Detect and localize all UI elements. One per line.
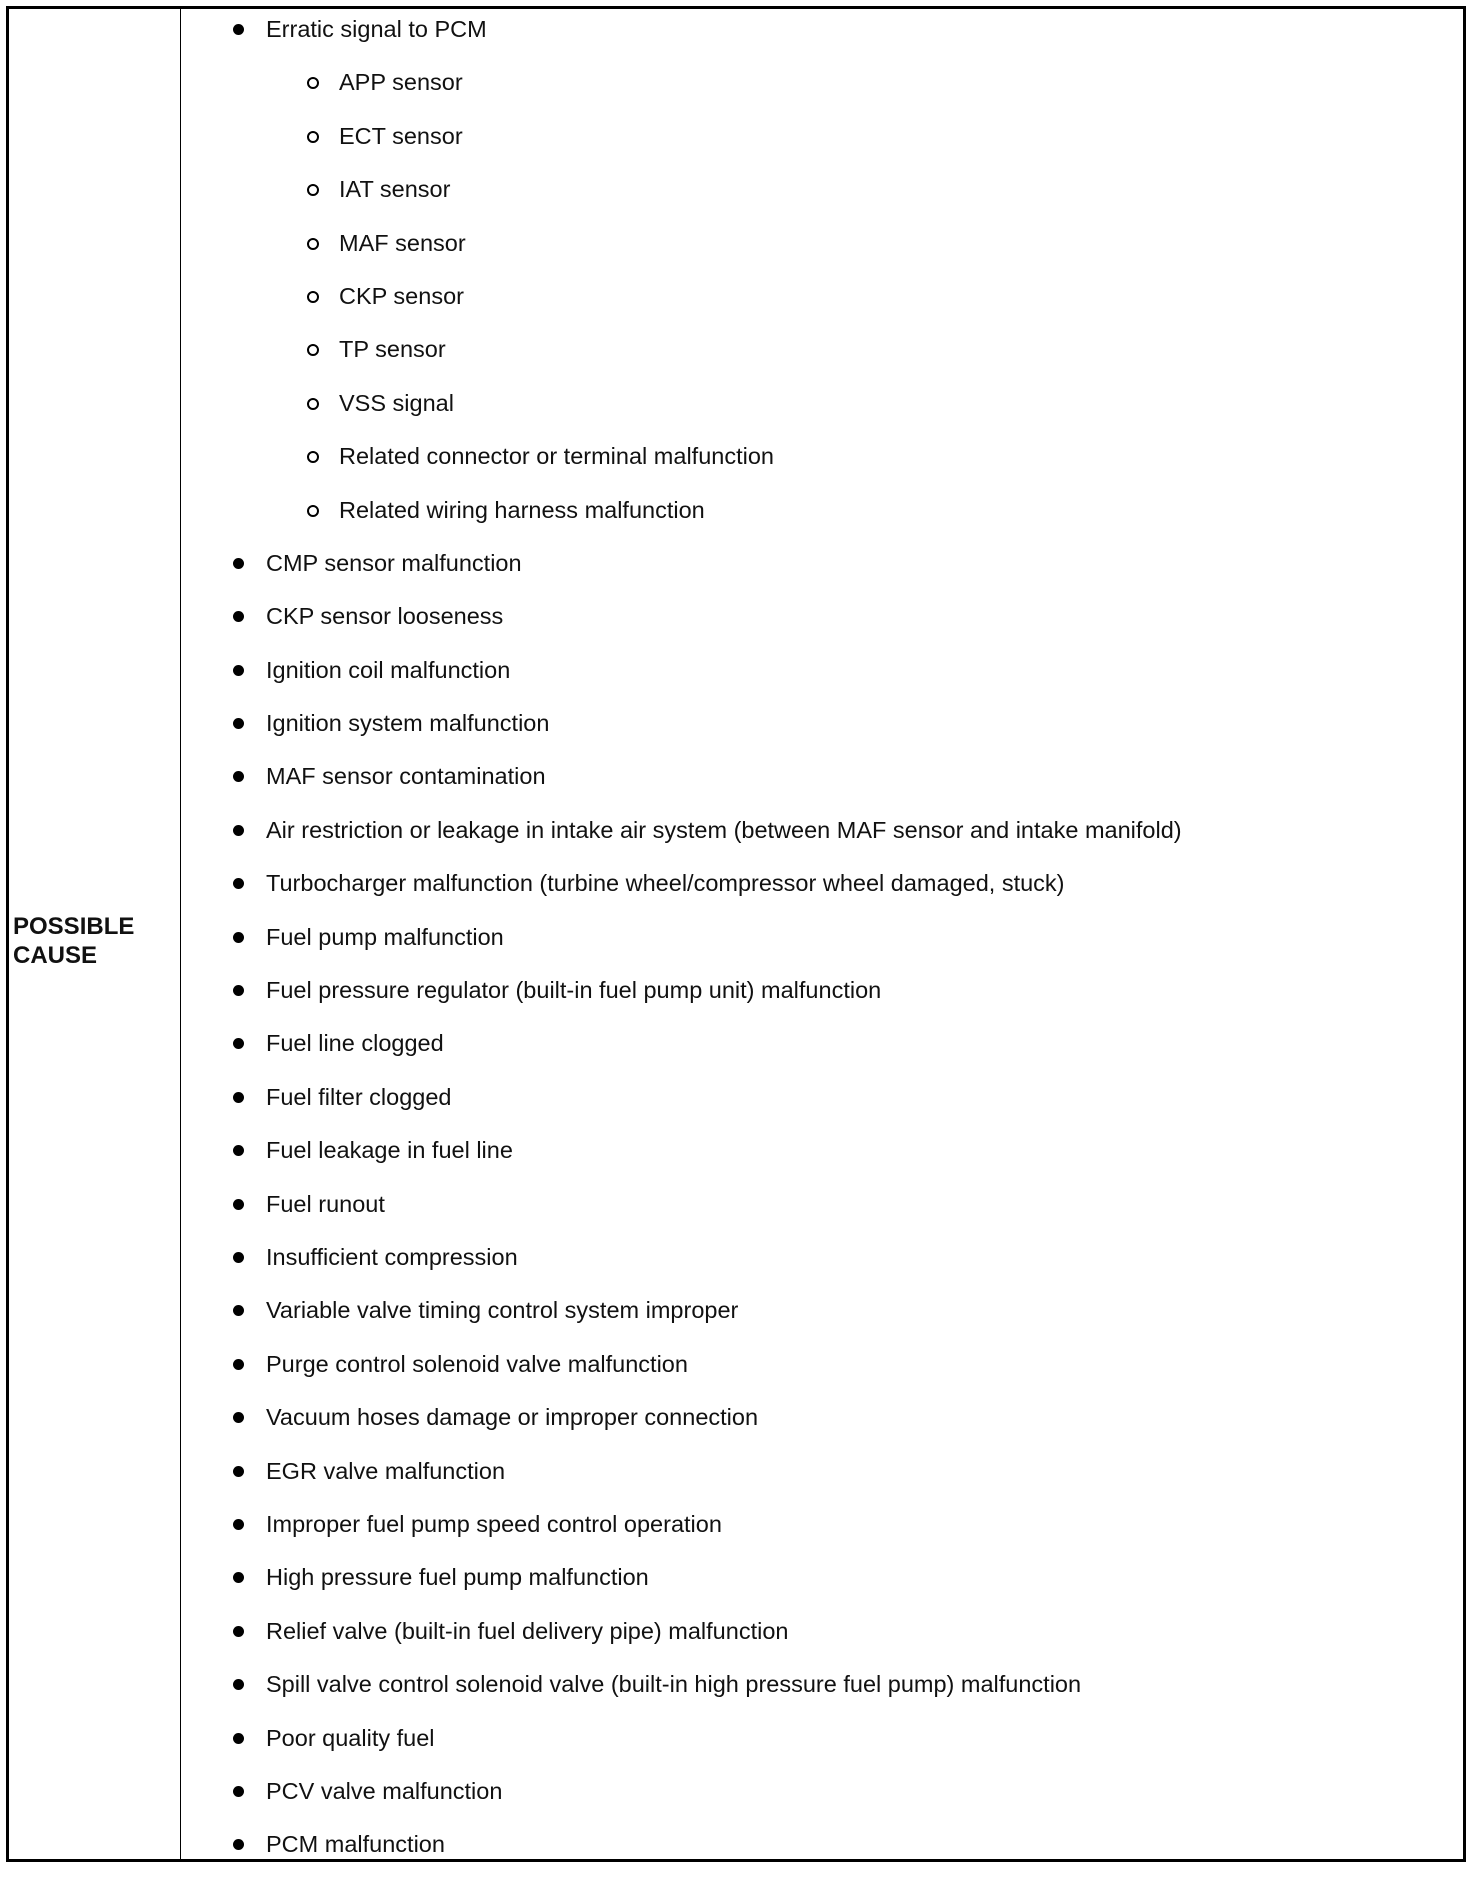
cause-text: Purge control solenoid valve malfunction	[266, 1350, 688, 1377]
list-item	[183, 1077, 1463, 1130]
list-item	[183, 9, 1463, 62]
filled-bullet-icon	[233, 611, 244, 622]
cause-list	[183, 9, 1463, 1878]
list-item	[183, 1504, 1463, 1557]
cause-text: Related connector or terminal malfunction	[339, 443, 774, 470]
cause-text: Insufficient compression	[266, 1243, 518, 1270]
cause-text: MAF sensor contamination	[266, 763, 546, 790]
filled-bullet-icon	[233, 1679, 244, 1690]
cause-text: Fuel leakage in fuel line	[266, 1137, 513, 1164]
list-item	[183, 703, 1463, 756]
cause-text: High pressure fuel pump malfunction	[266, 1564, 649, 1591]
cause-text: CKP sensor looseness	[266, 603, 504, 630]
filled-bullet-icon	[233, 1038, 244, 1049]
cause-text: Spill valve control solenoid valve (built-in high pressure fuel pump) malfunction	[266, 1671, 1082, 1698]
filled-bullet-icon	[233, 24, 244, 35]
cause-text: Poor quality fuel	[266, 1724, 435, 1751]
cause-text: CMP sensor malfunction	[266, 549, 522, 576]
list-item	[183, 756, 1463, 809]
filled-bullet-icon	[233, 771, 244, 782]
list-item	[183, 1664, 1463, 1717]
possible-cause-table	[6, 6, 1466, 1862]
hollow-bullet-icon	[307, 77, 319, 89]
row-label-line-1: POSSIBLE	[13, 913, 135, 940]
filled-bullet-icon	[233, 1466, 244, 1477]
filled-bullet-icon	[233, 1305, 244, 1316]
cause-text: Ignition coil malfunction	[266, 656, 511, 683]
list-item	[183, 543, 1463, 596]
filled-bullet-icon	[233, 665, 244, 676]
cause-text: Fuel filter clogged	[266, 1083, 452, 1110]
cause-text: MAF sensor	[339, 229, 466, 256]
cause-text: Fuel pressure regulator (built-in fuel pump unit) malfunction	[266, 977, 882, 1004]
cause-text: Fuel line clogged	[266, 1030, 444, 1057]
filled-bullet-icon	[233, 1359, 244, 1370]
cause-text: APP sensor	[339, 69, 463, 96]
cause-text: IAT sensor	[339, 176, 451, 203]
cause-text: Vacuum hoses damage or improper connection	[266, 1404, 759, 1431]
sub-list-item	[183, 169, 1463, 222]
filled-bullet-icon	[233, 1199, 244, 1210]
cause-text: Fuel runout	[266, 1190, 385, 1217]
list-item	[183, 1237, 1463, 1290]
sub-list-item	[183, 116, 1463, 169]
list-item	[183, 1557, 1463, 1610]
filled-bullet-icon	[233, 1786, 244, 1797]
hollow-bullet-icon	[307, 291, 319, 303]
filled-bullet-icon	[233, 1733, 244, 1744]
hollow-bullet-icon	[307, 344, 319, 356]
sub-list-item	[183, 62, 1463, 115]
cause-text: PCV valve malfunction	[266, 1777, 503, 1804]
filled-bullet-icon	[233, 1572, 244, 1583]
cause-text: Ignition system malfunction	[266, 710, 550, 737]
hollow-bullet-icon	[307, 238, 319, 250]
sub-list-item	[183, 276, 1463, 329]
list-item	[183, 1397, 1463, 1450]
cause-text: Improper fuel pump speed control operation	[266, 1510, 722, 1537]
row-label-line-2: CAUSE	[13, 942, 98, 969]
list-item	[183, 1290, 1463, 1343]
cause-text: Related wiring harness malfunction	[339, 496, 705, 523]
list-item	[183, 810, 1463, 863]
sub-list-item	[183, 383, 1463, 436]
filled-bullet-icon	[233, 1839, 244, 1850]
cause-text: Variable valve timing control system improper	[266, 1297, 739, 1324]
filled-bullet-icon	[233, 985, 244, 996]
cause-text: Erratic signal to PCM	[266, 16, 487, 42]
list-item	[183, 917, 1463, 970]
filled-bullet-icon	[233, 1145, 244, 1156]
cause-text: EGR valve malfunction	[266, 1457, 506, 1484]
list-item	[183, 1184, 1463, 1237]
cause-text: Air restriction or leakage in intake air system (between MAF sensor and intake manifold)	[266, 816, 1182, 843]
filled-bullet-icon	[233, 1519, 244, 1530]
hollow-bullet-icon	[307, 398, 319, 410]
filled-bullet-icon	[233, 825, 244, 836]
cause-text: Relief valve (built-in fuel delivery pipe) malfunction	[266, 1617, 789, 1644]
cause-text: VSS signal	[339, 389, 454, 416]
filled-bullet-icon	[233, 1252, 244, 1263]
sub-list-item	[183, 329, 1463, 382]
list-item	[183, 1344, 1463, 1397]
list-item	[183, 1718, 1463, 1771]
filled-bullet-icon	[233, 878, 244, 889]
list-item	[183, 1611, 1463, 1664]
list-item	[183, 1451, 1463, 1504]
cause-text: Fuel pump malfunction	[266, 923, 504, 950]
filled-bullet-icon	[233, 558, 244, 569]
cause-text: CKP sensor	[339, 282, 464, 309]
list-item	[183, 596, 1463, 649]
filled-bullet-icon	[233, 1092, 244, 1103]
sub-list-item	[183, 490, 1463, 543]
sub-list-item	[183, 223, 1463, 276]
cause-text: PCM malfunction	[266, 1831, 445, 1858]
column-divider	[180, 9, 181, 1859]
list-item	[183, 1824, 1463, 1877]
list-item	[183, 970, 1463, 1023]
hollow-bullet-icon	[307, 131, 319, 143]
cause-text: Turbocharger malfunction (turbine wheel/compressor wheel damaged, stuck)	[266, 870, 1065, 897]
cause-text: ECT sensor	[339, 122, 463, 149]
filled-bullet-icon	[233, 932, 244, 943]
filled-bullet-icon	[233, 1626, 244, 1637]
sub-list-item	[183, 436, 1463, 489]
cause-text: TP sensor	[339, 336, 446, 363]
hollow-bullet-icon	[307, 451, 319, 463]
filled-bullet-icon	[233, 1412, 244, 1423]
hollow-bullet-icon	[307, 505, 319, 517]
list-item	[183, 1023, 1463, 1076]
hollow-bullet-icon	[307, 184, 319, 196]
row-label	[13, 912, 134, 970]
list-item	[183, 1771, 1463, 1824]
list-item	[183, 650, 1463, 703]
filled-bullet-icon	[233, 718, 244, 729]
list-item	[183, 863, 1463, 916]
list-item	[183, 1130, 1463, 1183]
